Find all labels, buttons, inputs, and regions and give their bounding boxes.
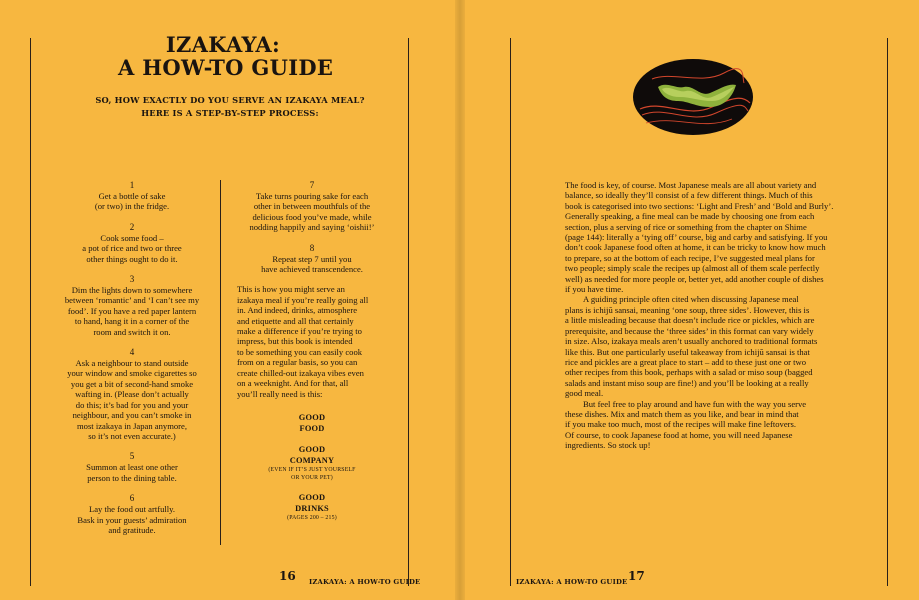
body-line: good meal.: [565, 388, 604, 399]
step-text: [237, 254, 387, 275]
good-item: [237, 492, 387, 522]
page-border-left: [30, 38, 31, 586]
body-line: plans is ichijū sansai, meaning ‘one soup, three sides’. However, this is: [565, 304, 810, 315]
step-item: [63, 451, 201, 483]
running-head-left: IZAKAYA: A HOW-TO GUIDE: [309, 578, 421, 586]
step-number: 5: [129, 451, 135, 462]
step-line: Lay the food out artfully.: [88, 504, 176, 515]
page-number-right: 17: [628, 569, 645, 583]
step-line: wafting in. (Please don’t actually: [75, 389, 189, 400]
good-item: [237, 444, 387, 482]
step-text: [63, 233, 201, 264]
paragraph-line: to be something you can easily cook: [237, 346, 363, 357]
step-number: 1: [129, 180, 135, 190]
step-line: most izakaya in Japan anymore,: [76, 420, 187, 431]
step-line: (or two) in the fridge.: [94, 201, 170, 212]
step-line: so it’s not even accurate.): [88, 430, 176, 441]
step-text: [63, 462, 201, 483]
steps-column-middle: [237, 180, 387, 532]
body-line: in size. Also, izakaya meals aren’t usually anchored to traditional formats: [565, 336, 818, 347]
good-note: OR YOUR PET): [291, 474, 333, 481]
step-text: [63, 358, 201, 441]
step-line: do this; it’s bad for you and your: [75, 399, 189, 410]
goods-list: [237, 412, 387, 522]
step-line: Summon at least one other: [86, 462, 178, 473]
body-line: to prepare, so at the bottom of each recipe, I’ve suggested meal plans for: [565, 252, 815, 263]
intro-paragraph: [237, 284, 387, 398]
body-line: like this. But one particularly useful takeaway from ichijū sansai is that: [565, 346, 810, 357]
body-line: these dishes. Mix and match them as you like, and bear in mind that: [565, 408, 799, 419]
body-line: two people; simply scale the recipes up (almost all of them scale perfectly: [565, 263, 820, 274]
step-line: a pot of rice and two or three: [82, 243, 182, 254]
good-label: GOOD: [298, 444, 326, 454]
step-line: have achieved transcendence.: [261, 264, 363, 275]
paragraph-line: izakaya meal if you’re really going all: [237, 294, 369, 305]
body-line: if you have time.: [565, 284, 624, 295]
paragraph-line: and etiquette and all that certainly: [237, 315, 354, 326]
subtitle-line: HERE IS A STEP-BY-STEP PROCESS:: [141, 108, 319, 118]
paragraph-line: in. And indeed, drinks, atmosphere: [237, 305, 358, 316]
good-note: (EVEN IF IT’S JUST YOURSELF: [268, 466, 356, 473]
step-line: Repeat step 7 until you: [272, 253, 352, 264]
step-line: between ‘romantic’ and ‘I can’t see my: [64, 295, 200, 306]
book-gutter: [455, 0, 465, 600]
step-line: Dim the lights down to somewhere: [71, 285, 193, 296]
page-title: [118, 32, 334, 80]
step-item: [237, 180, 387, 233]
steps-list-middle: [237, 180, 387, 274]
body-line: (page 144): literally a ‘tying off’ course, big and carby and satisfying. If you: [565, 232, 828, 243]
body-line: well) as needed for more people or, better yet, add another couple of dishes: [565, 273, 824, 284]
paragraph-line: impress, but this book is intended: [237, 336, 353, 347]
step-item: [63, 180, 201, 212]
good-note: (PAGES 200 – 215): [287, 514, 337, 521]
good-label: DRINKS: [295, 503, 329, 513]
subtitle-line: SO, HOW EXACTLY DO YOU SERVE AN IZAKAYA MEAL?: [95, 95, 365, 105]
page-border-left-inner: [408, 38, 409, 586]
step-number: 3: [129, 274, 135, 285]
step-text: [63, 504, 201, 535]
good-label: COMPANY: [289, 455, 335, 465]
paragraph-line: from on a regular basis, so you can: [237, 357, 358, 368]
body-paragraph: [565, 180, 834, 295]
good-item: [237, 412, 387, 434]
step-line: to hand, hang it in a corner of the: [74, 316, 190, 327]
good-label: GOOD: [298, 412, 326, 422]
step-item: [63, 347, 201, 441]
edamame-pod-icon: [632, 57, 754, 137]
body-line: ingredients. So stock up!: [565, 440, 651, 451]
step-line: Take turns pouring sake for each: [255, 191, 369, 201]
paragraph-line: create chilled-out izakaya vibes even: [237, 367, 364, 378]
step-line: Cook some food –: [100, 232, 164, 243]
step-line: neighbour, and you can’t smoke in: [72, 410, 192, 421]
step-line: room and switch it on.: [93, 326, 171, 337]
step-text: [63, 285, 201, 337]
steps-column-left: [63, 180, 201, 545]
step-number: 6: [129, 493, 135, 504]
step-text: [63, 191, 201, 212]
body-line: Generally speaking, a fine meal can be made by choosing one from each: [565, 211, 815, 222]
body-line: prerequisite, and because the ‘three sides’ in this format can vary widely: [565, 325, 814, 336]
step-text: [237, 191, 387, 233]
body-line: if you make too much, most of the recipes will make fine leftovers.: [565, 419, 797, 430]
page-subtitle: [70, 94, 390, 120]
step-line: Ask a neighbour to stand outside: [75, 358, 189, 369]
step-line: you get a bit of second-hand smoke: [70, 378, 194, 389]
good-label: FOOD: [299, 423, 325, 433]
step-line: food’. If you have a red paper lantern: [67, 305, 197, 316]
step-number: 8: [309, 242, 315, 253]
step-line: nodding happily and saying ‘oishii!’: [249, 222, 375, 233]
body-line: don’t cook Japanese food often at home, it can be tricky to know how much: [565, 242, 826, 253]
page-border-right-inner: [510, 38, 511, 586]
paragraph-line: make a difference if you’re trying to: [237, 326, 362, 337]
body-paragraph: [565, 294, 827, 398]
step-number: 7: [309, 180, 315, 190]
body-line: a little misleading because that doesn’t include rice or pickles, which are: [565, 315, 815, 326]
paragraph-line: on a weeknight. And for that, all: [237, 378, 349, 389]
title-line: A HOW-TO GUIDE: [118, 55, 334, 80]
good-label: GOOD: [298, 492, 326, 502]
body-paragraph: [565, 399, 827, 451]
step-item: [63, 222, 201, 264]
body-line: book is categorised into two sections: ‘Light and Fresh’ and ‘Bold and Burly’.: [565, 200, 834, 211]
step-line: Bask in your guests’ admiration: [77, 514, 187, 525]
running-head-right: IZAKAYA: A HOW-TO GUIDE: [516, 578, 628, 586]
step-line: your window and smoke cigarettes so: [67, 368, 197, 379]
body-line: Of course, to cook Japanese food at home, you will need Japanese: [565, 429, 793, 440]
body-line: salads and instant miso soup are fine!) and you’ll be looking at a really: [565, 377, 809, 388]
paragraph-line: you’ll really need is this:: [237, 388, 323, 399]
step-line: delicious food you’ve made, while: [252, 211, 372, 222]
step-item: [237, 243, 387, 275]
step-line: and gratitude.: [108, 524, 156, 535]
page-number-left: 16: [279, 569, 296, 583]
step-number: 2: [129, 221, 135, 232]
body-line: rice and pickles are a great place to start – add to these just one or two: [565, 356, 807, 367]
step-item: [63, 274, 201, 337]
paragraph-line: This is how you might serve an: [237, 284, 345, 295]
body-line: A guiding principle often cited when discussing Japanese meal: [583, 294, 799, 305]
page-border-right: [887, 38, 888, 586]
body-line: other recipes from this book, perhaps with a salad or miso soup (bagged: [565, 367, 813, 378]
step-number: 4: [129, 347, 135, 358]
body-line: section, plus a serving of rice or something from the chapter on Shime: [565, 221, 807, 232]
step-line: Get a bottle of sake: [98, 191, 166, 201]
column-divider: [220, 180, 221, 545]
body-line: balance, so ideally they’ll consist of a few different things. Much of this: [565, 190, 813, 201]
step-line: person to the dining table.: [87, 472, 177, 483]
body-line: The food is key, of course. Most Japanese meals are all about variety and: [565, 180, 817, 190]
body-line: But feel free to play around and have fun with the way you serve: [583, 398, 807, 409]
step-item: [63, 493, 201, 535]
title-line: IZAKAYA:: [165, 32, 281, 57]
body-text-right: [565, 180, 834, 451]
step-line: other in between mouthfuls of the: [253, 201, 371, 212]
step-line: other things ought to do it.: [86, 253, 178, 264]
